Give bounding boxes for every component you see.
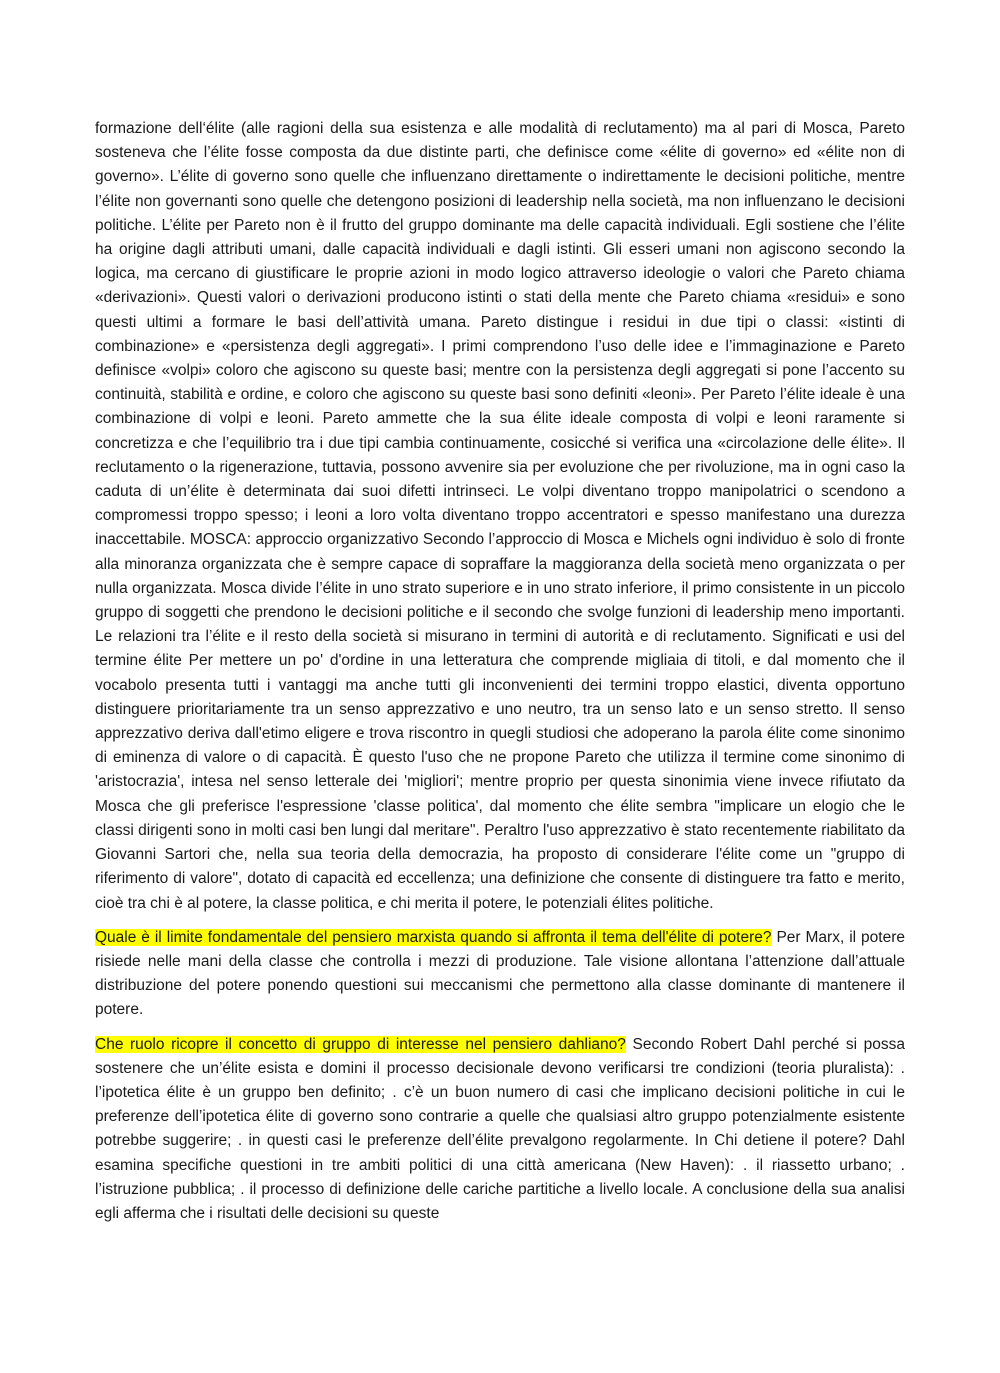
question-paragraph-dahl — [95, 1033, 905, 1227]
answer-text: Secondo Robert Dahl perché si possa sostenere che un’élite esista e domini il processo decisionale devono verificarsi tre condizioni (teoria pluralista): . l’ipotetica élite è un gruppo ben definito; . c’è un buon numero di casi che implicano decisioni politiche in cui le preferenze dell’ipotetica élite di governo sono contrarie a quelle che qualsiasi altro gruppo potenzialmente esistente potrebbe suggerire; . in questi casi le preferenze dell’élite prevalgono regolarmente. In Chi detiene il potere? Dahl esamina specifiche questioni in tre ambiti politici di una città americana (New Haven): . il riassetto urbano; . l’istruzione pubblica; . il processo di definizione delle cariche partitiche a livello locale. A conclusione della sua analisi egli afferma che i risultati delle decisioni su queste — [95, 1035, 905, 1222]
body-paragraph: formazione dell‘élite (alle ragioni della sua esistenza e alle modalità di reclutamento) ma al pari di Mosca, Pareto sosteneva che l’élite fosse composta da due distinte parti, che definisce come «élite di governo» ed «élite non di governo». L’élite di governo sono quelle che influenzano direttamente o indirettamente le decisioni politiche, mentre l’élite non governanti sono quelle che detengono posizioni di leadership nella società, ma non influenzano le decisioni politiche. L’élite per Pareto non è il frutto del gruppo dominante ma delle capacità individuali. Egli sostiene che l’élite ha origine dagli attributi umani, dalle capacità individuali e dagli istinti. Gli esseri umani non agiscono secondo la logica, ma cercano di giustificare le proprie azioni in modo logico attraverso ideologie o valori che Pareto chiama «derivazioni». Questi valori o derivazioni producono istinti o stati della mente che Pareto chiama «residui» e sono questi ultimi a formare le basi dell’attività umana. Pareto distingue i residui in due tipi o classi: «istinti di combinazione» e «persistenza degli aggregati». I primi comprendono l’uso delle idee e l’immaginazione e Pareto definisce «volpi» coloro che agiscono su queste basi; mentre con la persistenza degli aggregati si pone l’accento su continuità, stabilità e ordine, e coloro che agiscono su queste basi sono definiti «leoni». Per Pareto l’élite ideale è una combinazione di volpi e leoni. Pareto ammette che la sua élite ideale composta di volpi e leoni raramente si concretizza e che l’equilibrio tra i due tipi cambia continuamente, cosicché si verifica una «circolazione delle élite». Il reclutamento o la rigenerazione, tuttavia, possono avvenire sia per evoluzione che per rivoluzione, ma in ogni caso la caduta di un’élite è determinata dai suoi difetti intrinseci. Le volpi diventano troppo manipolatrici o scendono a compromessi troppo spesso; i leoni a loro volta diventano troppo accentratori e spesso manifestano una durezza inaccettabile. MOSCA: approccio organizzativo Secondo l’approccio di Mosca e Michels ogni individuo è solo di fronte alla minoranza organizzata che è sempre capace di sopraffare la maggioranza della società meno organizzata o per nulla organizzata. Mosca divide l’élite in uno strato superiore e in uno strato inferiore, il primo consistente in un piccolo gruppo di soggetti che prendono le decisioni politiche e il secondo che svolge funzioni di leadership meno importanti. Le relazioni tra l’élite e il resto della società si misurano in termini di autorità e di reclutamento. Significati e usi del termine élite Per mettere un po' d'ordine in una letteratura che comprende migliaia di titoli, e dal momento che il vocabolo presenta tutti i vantaggi ma anche tutti gli inconvenienti dei termini troppo elastici, diventa opportuno distinguere prioritariamente tra un senso apprezzativo e uno neutro, tra un senso lato e un senso stretto. Il senso apprezzativo deriva dall'etimo eligere e trova riscontro in quegli studiosi che adoperano la parola élite come sinonimo di eminenza di valore o di capacità. È questo l'uso che ne propone Pareto che utilizza il termine come sinonimo di 'aristocrazia', intesa nel senso letterale dei 'migliori'; mentre proprio per questa sinonimia viene invece rifiutato da Mosca che gli preferisce l'espressione 'classe politica', dal momento che élite sembra "implicare un elogio che le classi dirigenti sono in molti casi ben lungi dal meritare". Peraltro l'uso apprezzativo è stato recentemente riabilitato da Giovanni Sartori che, nella sua teoria della democrazia, ha proposto di considerare l'élite come un "gruppo di riferimento di valore", dotato di capacità ed eccellenza; una definizione che consente di distinguere tra fatto e merito, cioè tra chi è al potere, la classe politica, e chi merita il potere, le potenziali élites politiche. — [95, 120, 905, 912]
question-paragraph-marxism — [95, 926, 905, 1023]
highlighted-question: Quale è il limite fondamentale del pensiero marxista quando si affronta il tema dell'élite di potere? — [95, 928, 772, 946]
highlighted-question: Che ruolo ricopre il concetto di gruppo di interesse nel pensiero dahliano? — [95, 1035, 626, 1053]
answer-text: Per Marx, il potere risiede nelle mani della classe che controlla i mezzi di produzione. Tale visione allontana l’attenzione dall’attuale distribuzione del potere ponendo questioni sui meccanismi che permettono alla classe dominante di mantenere il potere. — [95, 928, 905, 1019]
document-body — [95, 117, 905, 1236]
